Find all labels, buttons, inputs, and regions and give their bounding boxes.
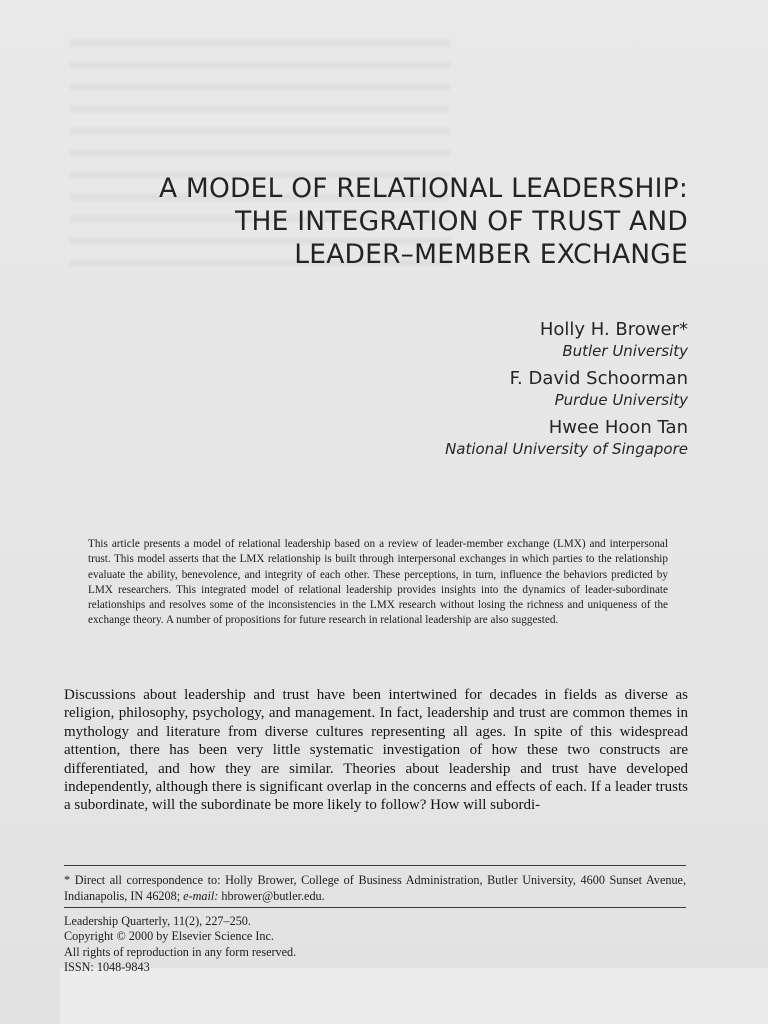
author-name: F. David Schoorman <box>509 368 688 389</box>
author-list <box>288 318 688 465</box>
author-entry <box>288 367 688 410</box>
journal-rights: All rights of reproduction in any form reserved. <box>64 944 297 959</box>
body-paragraph: Discussions about leadership and trust have been intertwined for decades in fields as diverse as religion, philosophy, psychology, and management. In fact, leadership and trust are common themes in mythology and literature from diverse cultures representing all ages. In spite of this widespread attention, there has been very little systematic investigation of how these two constructs are differentiated, and how they are similar. Theories about leadership and trust have developed independently, although there is significant overlap in the concerns and effects of each. If a leader trusts a subordinate, will the subordinate be more likely to follow? How will subordi- <box>64 687 688 814</box>
journal-copyright: Copyright © 2000 by Elsevier Science Inc. <box>64 929 274 944</box>
author-affiliation: National University of Singapore <box>445 440 688 458</box>
article-title <box>48 172 688 271</box>
article-title-line-1: A MODEL OF RELATIONAL LEADERSHIP: <box>158 173 688 204</box>
author-name: Holly H. Brower* <box>539 319 688 340</box>
footnote-divider <box>64 865 686 866</box>
journal-citation: Leadership Quarterly, 11(2), 227–250. <box>64 914 251 928</box>
author-entry <box>288 318 688 361</box>
author-affiliation: Purdue University <box>554 391 688 409</box>
journal-divider <box>64 907 686 908</box>
email-address: hbrower@butler.edu. <box>221 888 325 903</box>
correspondence-footnote <box>64 873 686 904</box>
article-title-line-2: THE INTEGRATION OF TRUST AND <box>235 206 688 237</box>
author-name: Hwee Hoon Tan <box>548 417 688 438</box>
journal-info <box>64 914 296 976</box>
author-entry <box>288 416 688 459</box>
email-label: e-mail: <box>183 888 219 903</box>
footnote-text: * Direct all correspondence to: Holly Brower, College of Business Administration, Butler University, 4600 Sunset Avenue, Indianapolis, IN 46208; <box>64 873 686 903</box>
article-title-line-3: LEADER–MEMBER EXCHANGE <box>294 239 688 270</box>
author-affiliation: Butler University <box>562 342 688 360</box>
page-bottom-edge <box>60 968 768 1024</box>
journal-issn: ISSN: 1048-9843 <box>64 960 150 975</box>
abstract: This article presents a model of relational leadership based on a review of leader-member exchange (LMX) and interpersonal trust. This model asserts that the LMX relationship is built through interpersonal exchanges in which parties to the relationship evaluate the ability, benevolence, and integrity of each other. These perceptions, in turn, influence the behaviors predicted by LMX researchers. This integrated model of relational leadership provides insights into the dynamics of leader-subordinate relationships and resolves some of the inconsistencies in the LMX research without losing the richness and uniqueness of the exchange theory. A number of propositions for future research in relational leadership are also suggested. <box>88 538 668 627</box>
